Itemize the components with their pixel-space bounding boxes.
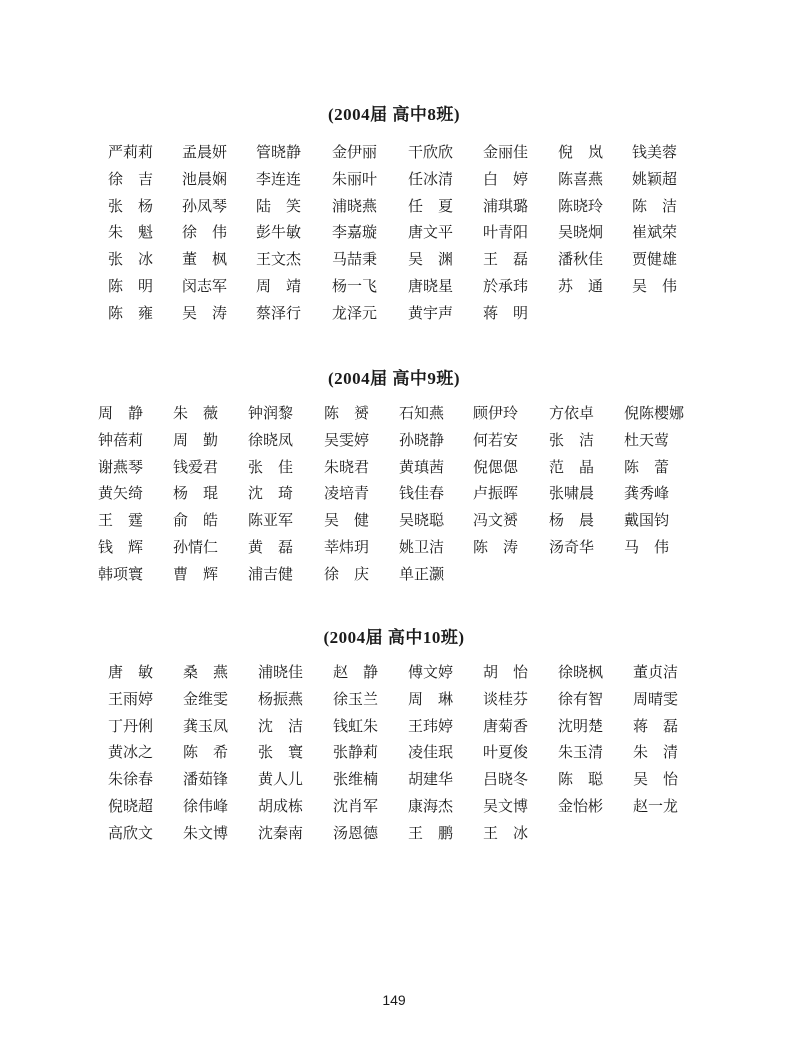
student-name: 朱丽叶 bbox=[332, 169, 378, 188]
student-name: 莘炜玥 bbox=[324, 538, 370, 556]
student-name: 蒋 明 bbox=[483, 303, 529, 322]
student-name: 陈 蕾 bbox=[624, 457, 670, 476]
student-name: 沈秦南 bbox=[258, 823, 304, 842]
student-name: 金丽佳 bbox=[483, 143, 529, 161]
student-name: 李连连 bbox=[256, 169, 302, 188]
student-name: 韩项寰 bbox=[98, 564, 144, 583]
student-name: 陆 笑 bbox=[256, 196, 302, 215]
student-name: 姚颖超 bbox=[632, 169, 678, 188]
student-name: 俞 皓 bbox=[173, 511, 219, 530]
student-name: 吴晓聪 bbox=[399, 511, 445, 530]
student-name: 吴晓炯 bbox=[558, 223, 604, 242]
student-name: 唐菊香 bbox=[483, 716, 529, 735]
student-name: 任 夏 bbox=[408, 196, 454, 215]
student-name: 张 杨 bbox=[108, 196, 154, 215]
student-name: 凌佳珉 bbox=[408, 743, 454, 762]
student-name: 潘秋佳 bbox=[558, 250, 604, 269]
student-name: 钱佳春 bbox=[399, 484, 445, 503]
student-name: 孙晓静 bbox=[399, 430, 445, 449]
student-name: 沈 琦 bbox=[248, 484, 294, 503]
student-name: 杨 琨 bbox=[173, 484, 219, 503]
student-name: 张 佳 bbox=[248, 457, 294, 476]
student-name: 马喆秉 bbox=[332, 250, 378, 269]
student-name: 钱美蓉 bbox=[632, 143, 678, 161]
student-name: 范 晶 bbox=[549, 457, 595, 476]
student-name: 钱 辉 bbox=[98, 538, 144, 556]
student-name: 戴国钧 bbox=[624, 511, 670, 530]
student-name: 朱文博 bbox=[183, 823, 229, 842]
student-name: 吴 健 bbox=[324, 511, 370, 530]
student-name: 贾健雄 bbox=[632, 250, 678, 269]
student-name: 叶青阳 bbox=[483, 223, 529, 242]
student-name: 倪偲偲 bbox=[473, 457, 519, 476]
student-name: 钟蓓莉 bbox=[98, 430, 144, 449]
student-name: 王文杰 bbox=[256, 250, 302, 269]
student-name: 丁丹俐 bbox=[108, 716, 154, 735]
student-name: 孙情仁 bbox=[173, 538, 219, 556]
student-name: 马 伟 bbox=[624, 538, 670, 556]
student-name: 叶夏俊 bbox=[483, 743, 529, 762]
student-name: 吴 渊 bbox=[408, 250, 454, 269]
student-name: 王 鹏 bbox=[408, 823, 454, 842]
student-name: 周 靖 bbox=[256, 277, 302, 295]
student-name: 吴 怡 bbox=[633, 770, 679, 789]
student-name: 王玮婷 bbox=[408, 716, 454, 735]
student-name: 潘茹锋 bbox=[183, 770, 229, 789]
student-name: 胡成栋 bbox=[258, 797, 304, 815]
student-name: 唐 敏 bbox=[108, 663, 154, 681]
student-name: 浦晓佳 bbox=[258, 663, 304, 681]
student-name: 黄冰之 bbox=[108, 743, 154, 762]
student-name: 龚玉凤 bbox=[183, 716, 229, 735]
student-name: 金伊丽 bbox=[332, 143, 378, 161]
student-name: 王 霆 bbox=[98, 511, 144, 530]
student-name: 董 枫 bbox=[182, 250, 228, 269]
student-name: 池晨娴 bbox=[182, 169, 228, 188]
student-name: 徐玉兰 bbox=[333, 689, 379, 708]
student-name: 单正灏 bbox=[399, 564, 445, 583]
student-name: 顾伊玲 bbox=[473, 404, 519, 422]
student-name: 赵 静 bbox=[333, 663, 379, 681]
student-name: 陈 聪 bbox=[558, 770, 604, 789]
student-name: 金怡彬 bbox=[558, 797, 604, 815]
student-name: 傅文婷 bbox=[408, 663, 454, 681]
student-name: 杨 晨 bbox=[549, 511, 595, 530]
student-name: 沈明楚 bbox=[558, 716, 604, 735]
student-name: 黄矢绮 bbox=[98, 484, 144, 503]
student-name: 胡建华 bbox=[408, 770, 454, 789]
student-name: 冯文赟 bbox=[473, 511, 519, 530]
student-name: 苏 通 bbox=[558, 277, 604, 295]
student-name: 朱玉清 bbox=[558, 743, 604, 762]
student-name: 朱 清 bbox=[633, 743, 679, 762]
student-name: 倪 岚 bbox=[558, 143, 604, 161]
student-name: 金维雯 bbox=[183, 689, 229, 708]
student-name: 姚卫洁 bbox=[399, 538, 445, 556]
student-name: 张静莉 bbox=[333, 743, 379, 762]
student-name: 蔡泽行 bbox=[256, 303, 302, 322]
student-name: 黄 磊 bbox=[248, 538, 294, 556]
student-name: 石知燕 bbox=[399, 404, 445, 422]
student-name: 周 琳 bbox=[408, 689, 454, 708]
student-name: 赵一龙 bbox=[633, 797, 679, 815]
student-name: 方依卓 bbox=[549, 404, 595, 422]
student-name: 徐晓枫 bbox=[558, 663, 604, 681]
student-name: 陈 赟 bbox=[324, 404, 370, 422]
student-name: 张维楠 bbox=[333, 770, 379, 789]
student-name: 陈晓玲 bbox=[558, 196, 604, 215]
student-name: 陈 洁 bbox=[632, 196, 678, 215]
student-name: 陈 希 bbox=[183, 743, 229, 762]
student-name: 黄瑱茜 bbox=[399, 457, 445, 476]
student-name: 汤恩德 bbox=[333, 823, 379, 842]
student-name: 吴文博 bbox=[483, 797, 529, 815]
student-name: 严莉莉 bbox=[108, 143, 154, 161]
student-name: 孟晨妍 bbox=[182, 143, 228, 161]
student-name: 钱虹朱 bbox=[333, 716, 379, 735]
student-name: 何若安 bbox=[473, 430, 519, 449]
student-name: 周晴雯 bbox=[633, 689, 679, 708]
student-name: 凌培青 bbox=[324, 484, 370, 503]
student-name: 陈 雍 bbox=[108, 303, 154, 322]
student-name: 钱爱君 bbox=[173, 457, 219, 476]
student-name: 吴 伟 bbox=[632, 277, 678, 295]
student-name: 谈桂芬 bbox=[483, 689, 529, 708]
student-name: 管晓静 bbox=[256, 143, 302, 161]
section-title: (2004届 高中8班) bbox=[327, 105, 461, 124]
student-name: 朱徐春 bbox=[108, 770, 154, 789]
section-title: (2004届 高中9班) bbox=[327, 369, 461, 388]
student-name: 陈 明 bbox=[108, 277, 154, 295]
student-name: 周 静 bbox=[98, 404, 144, 422]
student-name: 徐 吉 bbox=[108, 169, 154, 188]
student-name: 高欣文 bbox=[108, 823, 154, 842]
student-name: 徐有智 bbox=[558, 689, 604, 708]
student-name: 曹 辉 bbox=[173, 564, 219, 583]
section-title: (2004届 高中10班) bbox=[323, 628, 465, 647]
student-name: 朱 魁 bbox=[108, 223, 154, 242]
student-name: 崔斌荣 bbox=[632, 223, 678, 242]
student-name: 浦吉健 bbox=[248, 564, 294, 583]
student-name: 浦琪璐 bbox=[483, 196, 529, 215]
student-name: 杨一飞 bbox=[332, 277, 378, 295]
student-name: 吴 涛 bbox=[182, 303, 228, 322]
student-name: 朱 薇 bbox=[173, 404, 219, 422]
student-name: 黄宇声 bbox=[408, 303, 454, 322]
student-name: 李嘉璇 bbox=[332, 223, 378, 242]
student-name: 彭牛敏 bbox=[256, 223, 302, 242]
student-name: 张 洁 bbox=[549, 430, 595, 449]
student-name: 张啸晨 bbox=[549, 484, 595, 503]
student-name: 唐文平 bbox=[408, 223, 454, 242]
student-name: 干欣欣 bbox=[408, 143, 454, 161]
student-name: 蒋 磊 bbox=[633, 716, 679, 735]
student-name: 杨振燕 bbox=[258, 689, 304, 708]
student-name: 王 冰 bbox=[483, 823, 529, 842]
student-name: 黄人儿 bbox=[258, 770, 304, 789]
student-name: 徐晓凤 bbox=[248, 430, 294, 449]
student-name: 卢振晖 bbox=[473, 484, 519, 503]
student-name: 白 婷 bbox=[483, 169, 529, 188]
student-name: 徐 伟 bbox=[182, 223, 228, 242]
student-name: 吴雯婷 bbox=[324, 430, 370, 449]
student-name: 桑 燕 bbox=[183, 663, 229, 681]
student-name: 朱晓君 bbox=[324, 457, 370, 476]
student-name: 徐伟峰 bbox=[183, 797, 229, 815]
student-name: 钟润黎 bbox=[248, 404, 294, 422]
student-name: 吕晓冬 bbox=[483, 770, 529, 789]
student-name: 王 磊 bbox=[483, 250, 529, 269]
student-name: 唐晓星 bbox=[408, 277, 454, 295]
student-name: 杜天莺 bbox=[624, 430, 670, 449]
student-name: 於承玮 bbox=[483, 277, 529, 295]
student-name: 周 勤 bbox=[173, 430, 219, 449]
student-name: 胡 怡 bbox=[483, 663, 529, 681]
student-name: 龙泽元 bbox=[332, 303, 378, 322]
student-name: 董贞洁 bbox=[633, 663, 679, 681]
student-name: 张 寰 bbox=[258, 743, 304, 762]
student-name: 徐 庆 bbox=[324, 564, 370, 583]
student-name: 倪晓超 bbox=[108, 797, 154, 815]
student-name: 王雨婷 bbox=[108, 689, 154, 708]
student-name: 倪陈樱娜 bbox=[624, 404, 685, 422]
student-name: 陈喜燕 bbox=[558, 169, 604, 188]
student-name: 沈 洁 bbox=[258, 716, 304, 735]
student-name: 康海杰 bbox=[408, 797, 454, 815]
student-name: 张 冰 bbox=[108, 250, 154, 269]
student-name: 汤奇华 bbox=[549, 538, 595, 556]
student-name: 孙凤琴 bbox=[182, 196, 228, 215]
student-name: 任冰清 bbox=[408, 169, 454, 188]
student-name: 沈肖军 bbox=[333, 797, 379, 815]
student-name: 陈亚军 bbox=[248, 511, 294, 530]
student-name: 陈 涛 bbox=[473, 538, 519, 556]
student-name: 浦晓燕 bbox=[332, 196, 378, 215]
student-name: 谢燕琴 bbox=[98, 457, 144, 476]
page-number: 149 bbox=[382, 992, 406, 1008]
student-name: 闵志军 bbox=[182, 277, 228, 295]
student-name: 龚秀峰 bbox=[624, 484, 670, 503]
